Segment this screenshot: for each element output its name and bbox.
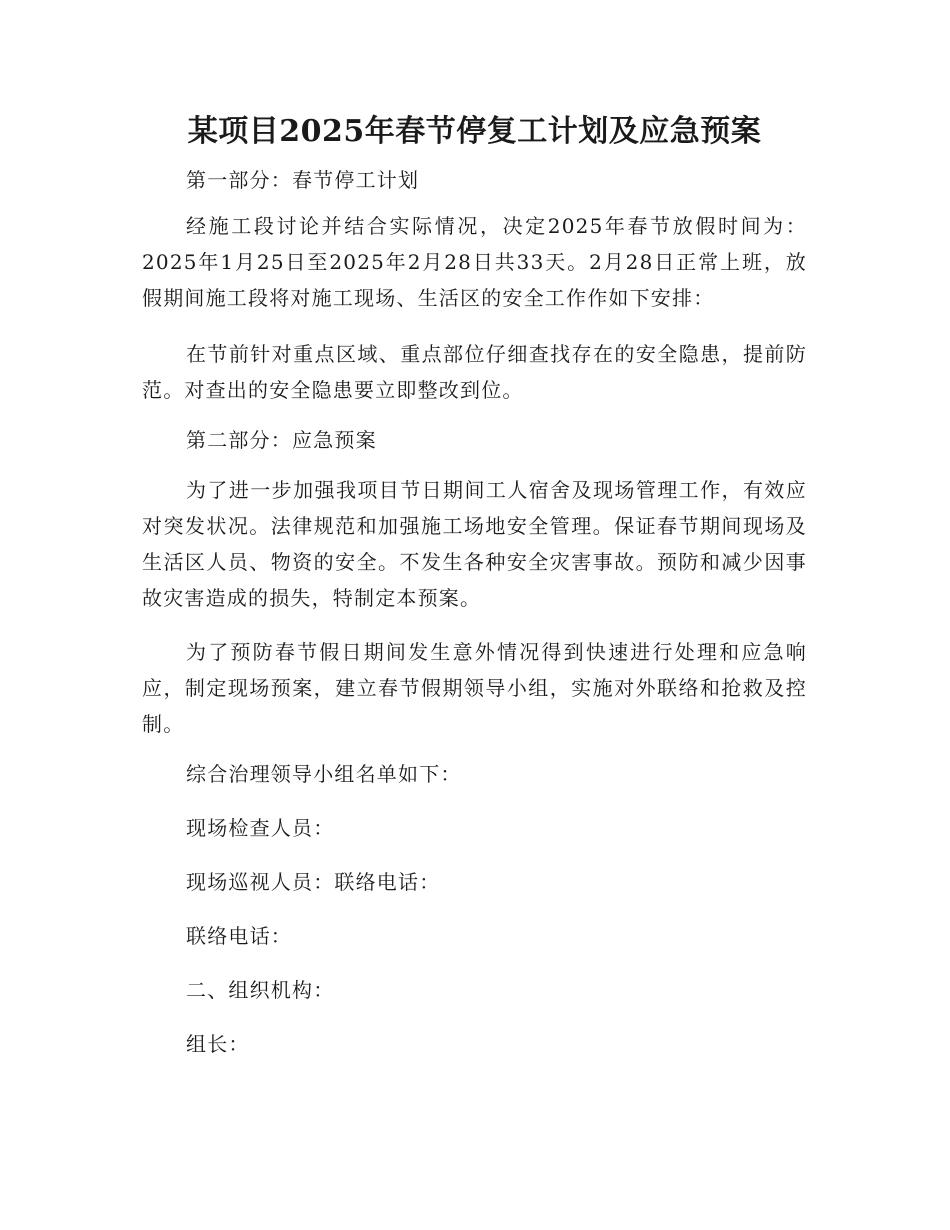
paragraph-purpose: 为了进一步加强我项目节日期间工人宿舍及现场管理工作，有效应对突发状况。法律规范和加强施工场地安全管理。保证春节期间现场及生活区人员、物资的安全。不发生各种安全灾害事故。预防和减少因事故灾害造成的损失，特制定本预案。: [142, 478, 807, 610]
paragraph-site-patrol: 现场巡视人员：联络电话：: [186, 870, 441, 894]
paragraph-team-list: 综合治理领导小组名单如下：: [186, 762, 462, 786]
document-title: 某项目2025年春节停复工计划及应急预案: [187, 114, 762, 149]
section-heading-part-one: 第一部分：春节停工计划: [186, 168, 420, 192]
paragraph-site-inspector: 现场检查人员：: [186, 816, 335, 840]
paragraph-team-leader: 组长：: [186, 1032, 250, 1056]
paragraph-holiday-schedule: 经施工段讨论并结合实际情况，决定2025年春节放假时间为：2025年1月25日至2025年2月28日共33天。2月28日正常上班，放假期间施工段将对施工现场、生活区的安全工作作如下安排：: [142, 214, 807, 310]
paragraph-hazard-check: 在节前针对重点区域、重点部位仔细查找存在的安全隐患，提前防范。对查出的安全隐患要立即整改到位。: [142, 342, 807, 402]
document-page: [142, 108, 807, 1062]
section-heading-part-two: 第二部分：应急预案: [186, 428, 377, 452]
paragraph-organization: 二、组织机构：: [186, 978, 335, 1002]
paragraph-emergency-response: 为了预防春节假日期间发生意外情况得到快速进行处理和应急响应，制定现场预案，建立春节假期领导小组，实施对外联络和抢救及控制。: [142, 640, 807, 736]
paragraph-contact-phone: 联络电话：: [186, 924, 292, 948]
